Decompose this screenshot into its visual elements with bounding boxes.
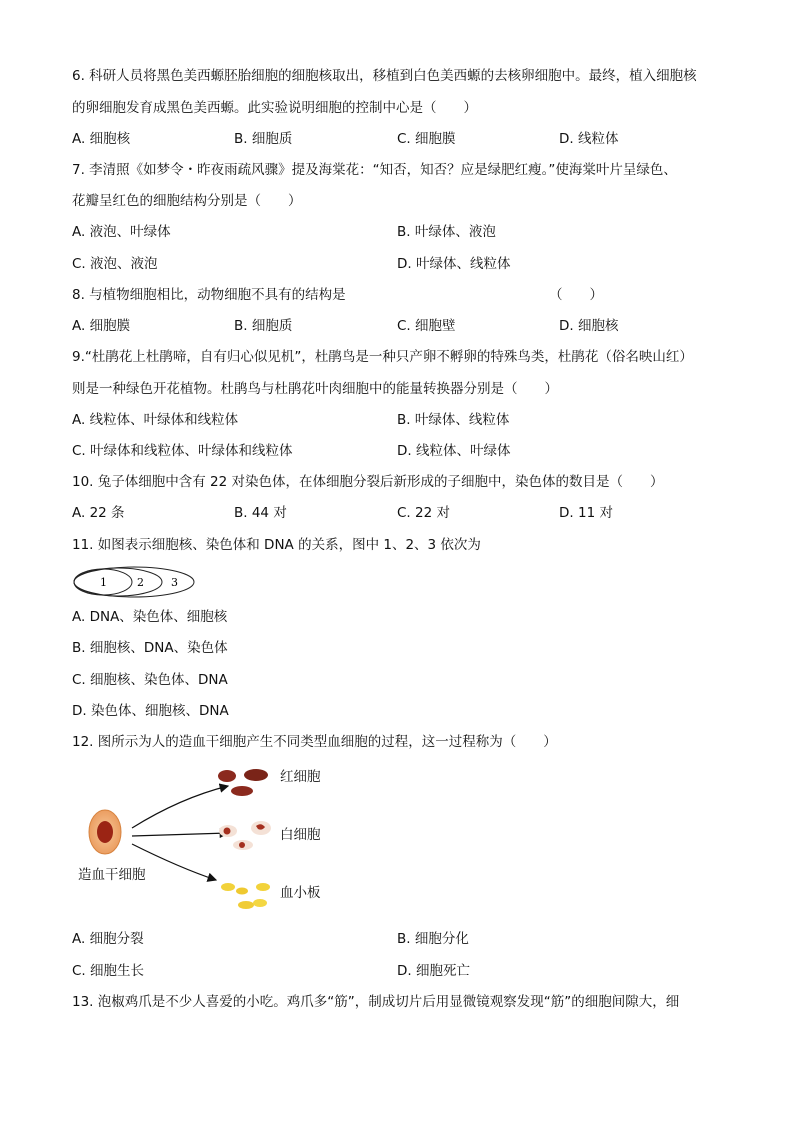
blood-cell-differentiation-diagram: [70, 760, 390, 920]
q8-option-c[interactable]: C. 细胞壁: [397, 318, 456, 334]
q12-stem: 12. 图所示为人的造血干细胞产生不同类型血细胞的过程，这一过程称为（ ）: [72, 734, 557, 750]
q10-option-a[interactable]: A. 22 条: [72, 505, 125, 521]
stem-cell-label: 造血干细胞: [78, 867, 146, 883]
q11-stem: 11. 如图表示细胞核、染色体和 DNA 的关系，图中 1、2、3 依次为: [72, 537, 481, 553]
ellipse-label-3: 3: [171, 576, 178, 589]
q12-option-c[interactable]: C. 细胞生长: [72, 963, 145, 979]
q7-stem-line1: 7. 李清照《如梦令・昨夜雨疏风骤》提及海棠花：“知否，知否？应是绿肥红瘦。”使海棠叶片呈绿色、: [72, 162, 677, 178]
q11-option-b[interactable]: B. 细胞核、DNA、染色体: [72, 640, 228, 656]
q10-option-c[interactable]: C. 22 对: [397, 505, 450, 521]
nested-ellipse-diagram: [70, 564, 200, 600]
q9-option-d[interactable]: D. 线粒体、叶绿体: [397, 443, 511, 459]
q8-stem: 8. 与植物细胞相比，动物细胞不具有的结构是: [72, 287, 346, 303]
white-blood-cell-label: 白细胞: [280, 827, 321, 843]
q11-option-c[interactable]: C. 细胞核、染色体、DNA: [72, 672, 228, 688]
q6-option-c[interactable]: C. 细胞膜: [397, 131, 456, 147]
ellipse-2: [74, 568, 162, 596]
q8-option-a[interactable]: A. 细胞膜: [72, 318, 131, 334]
white-blood-cells-icon: [219, 821, 271, 850]
q11-option-a[interactable]: A. DNA、染色体、细胞核: [72, 609, 228, 625]
q9-stem-line2: 则是一种绿色开花植物。杜鹃鸟与杜鹃花叶肉细胞中的能量转换器分别是（ ）: [72, 381, 558, 397]
platelet-label: 血小板: [280, 885, 321, 901]
red-blood-cells-icon: [218, 769, 268, 796]
q8-option-d[interactable]: D. 细胞核: [559, 318, 619, 334]
q7-option-c[interactable]: C. 液泡、液泡: [72, 256, 158, 272]
q10-option-b[interactable]: B. 44 对: [234, 505, 287, 521]
q8-option-b[interactable]: B. 细胞质: [234, 318, 293, 334]
q11-option-d[interactable]: D. 染色体、细胞核、DNA: [72, 703, 229, 719]
q12-option-d[interactable]: D. 细胞死亡: [397, 963, 470, 979]
stem-cell-icon: [89, 810, 121, 854]
q6-option-d[interactable]: D. 线粒体: [559, 131, 619, 147]
q7-option-a[interactable]: A. 液泡、叶绿体: [72, 224, 171, 240]
q9-stem-line1: 9.“杜鹃花上杜鹃啼，自有归心似见机”，杜鹃鸟是一种只产卵不孵卵的特殊鸟类，杜鹃花（俗名映山红）: [72, 349, 693, 365]
q7-stem-line2: 花瓣呈红色的细胞结构分别是（ ）: [72, 193, 302, 209]
q9-option-c[interactable]: C. 叶绿体和线粒体、叶绿体和线粒体: [72, 443, 293, 459]
q13-stem-line1: 13. 泡椒鸡爪是不少人喜爱的小吃。鸡爪多“筋”，制成切片后用显微镜观察发现“筋”的细胞间隙大，细: [72, 994, 680, 1010]
q12-option-b[interactable]: B. 细胞分化: [397, 931, 469, 947]
q7-option-b[interactable]: B. 叶绿体、液泡: [397, 224, 496, 240]
arrow-to-red-cells: [132, 786, 228, 828]
platelets-icon: [221, 883, 270, 909]
q9-option-b[interactable]: B. 叶绿体、线粒体: [397, 412, 510, 428]
q10-option-d[interactable]: D. 11 对: [559, 505, 613, 521]
q6-stem-line2: 的卵细胞发育成黑色美西螈。此实验说明细胞的控制中心是（ ）: [72, 100, 477, 116]
q6-option-a[interactable]: A. 细胞核: [72, 131, 131, 147]
q7-option-d[interactable]: D. 叶绿体、线粒体: [397, 256, 511, 272]
q6-option-b[interactable]: B. 细胞质: [234, 131, 293, 147]
q12-option-a[interactable]: A. 细胞分裂: [72, 931, 144, 947]
q10-stem: 10. 兔子体细胞中含有 22 对染色体，在体细胞分裂后新形成的子细胞中，染色体的数目是（ ）: [72, 474, 664, 490]
q8-answer-paren: （ ）: [549, 287, 603, 303]
red-blood-cell-label: 红细胞: [280, 769, 321, 785]
q6-stem-line1: 6. 科研人员将黑色美西螈胚胎细胞的细胞核取出，移植到白色美西螈的去核卵细胞中。最终，植入细胞核: [72, 68, 697, 84]
ellipse-label-2: 2: [137, 576, 144, 589]
ellipse-label-1: 1: [100, 576, 107, 589]
q9-option-a[interactable]: A. 线粒体、叶绿体和线粒体: [72, 412, 239, 428]
arrow-to-white-cells: [132, 833, 228, 836]
